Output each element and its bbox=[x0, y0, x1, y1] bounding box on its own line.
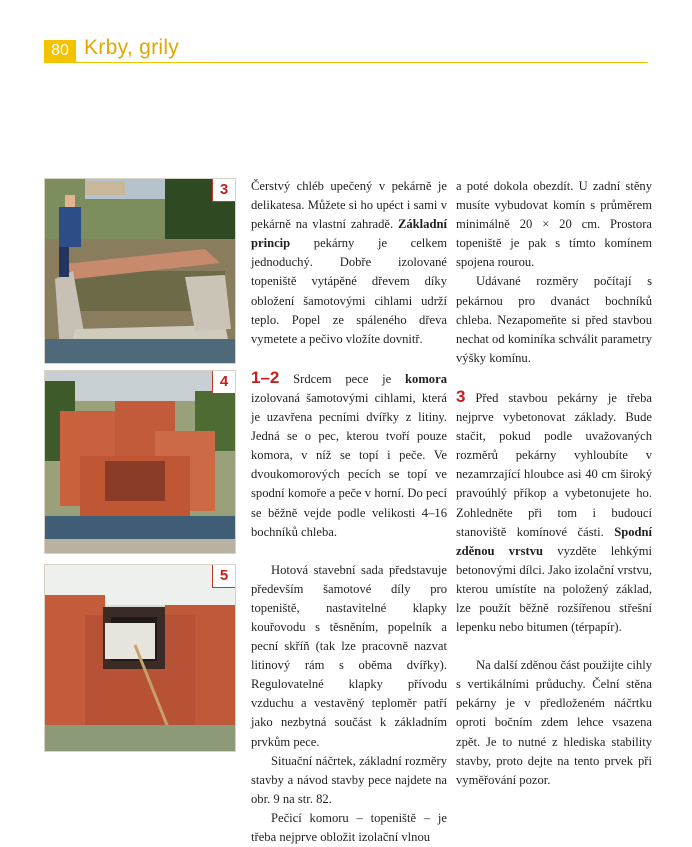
photo-reference-marker: 3 bbox=[456, 386, 466, 406]
paragraph: Hotová stavební sada představuje především šamotové díly pro topeniště, nastavitelné klapky kouřovodu s těsněním, popelník a pecní skříň (tak lze pracovně nazvat litinový rám s oběma dvířky). Regulovatelné klapky přívodu vzduchu a vestavěný teploměr patří jako nezbytná součást k základním prvkům pece. bbox=[251, 562, 447, 749]
text-span: pekárny je celkem jednoduchý. Dobře izolované topeniště vytápěné dřevem díky obložení šamotovými cihlami udrží teplo. Popel ze spáleného dřeva vymetete a pečivo vložíte dovnitř. bbox=[251, 236, 447, 346]
photo-number-badge: 5 bbox=[212, 565, 235, 588]
photo-4 bbox=[44, 370, 236, 554]
photo-oven-chamber-icon bbox=[45, 565, 235, 751]
text-span: vyzděte lehkými betonovými dílci. Jako izolační vrstvu, kterou umístíte na položený základ, lze použít běžně rozšířenou střešní lepenku nebo bitumen (térpapír). bbox=[456, 543, 653, 635]
paragraph: Pečicí komoru – topeniště – je třeba nejprve obložit izolační vlnou bbox=[251, 810, 447, 844]
bold-term: komora bbox=[405, 371, 447, 386]
bold-term: Spodní zděnou vrstvu bbox=[456, 524, 652, 558]
paragraph bbox=[251, 368, 447, 542]
paragraph bbox=[251, 177, 447, 349]
bold-term: Základní princip bbox=[251, 217, 447, 251]
photo-number-badge: 3 bbox=[212, 179, 235, 202]
text-span: Před stavbou pekárny je třeba nejprve vybetonovat základy. Bude stačit, pokud podle uvažovaných rozměrů pekárny vyhloubíte v nezamrzající hloubce asi 40 cm široký pravoúhlý příkop a vybetonujete ho. Zohledněte při tom i budoucí stanoviště komínové části. bbox=[456, 390, 652, 539]
text-span: Srdcem pece je bbox=[279, 371, 406, 386]
photo-number-badge: 4 bbox=[212, 371, 235, 394]
header-rule bbox=[44, 62, 648, 63]
photo-foundation-workers-icon bbox=[45, 179, 235, 363]
photo-5 bbox=[44, 564, 236, 752]
paragraph: a poté dokola obezdít. U zadní stěny musíte vybudovat komín s průměrem minimálně 20 × 20 cm. Prostora topeniště je pak s tímto komínem spojena rourou. bbox=[456, 179, 652, 270]
page-header bbox=[0, 0, 692, 64]
photo-3 bbox=[44, 178, 236, 364]
paragraph: Udávané rozměry počítají s pekárnou pro dvanáct bochníků chleba. Nezapomeňte si před stavbou nechat od kominíka schválit parametry výšky komínu. bbox=[456, 274, 652, 365]
photo-brick-walls-icon bbox=[45, 371, 235, 553]
chapter-title: Krby, grily bbox=[84, 36, 180, 59]
page-number: 80 bbox=[44, 40, 76, 62]
text-column-2 bbox=[456, 177, 652, 790]
text-column-1 bbox=[251, 177, 447, 847]
paragraph: Situační náčrtek, základní rozměry stavby a návod stavby pece najdete na obr. 9 na str. 82. bbox=[251, 753, 447, 806]
text-span: izolovaná šamotovými cihlami, která je uzavřena pecními dvířky z litiny. Jedná se o pec, kterou tvoří pouze komora, v níž se topí i peče. Ve dvoukomorových pecích se topí ve spodní komoře a peče v horní. Do pecí se běžně vejde podle velikosti 4–16 bochníků chleba. bbox=[251, 390, 447, 539]
paragraph: Na další zděnou část použijte cihly s vertikálními průduchy. Čelní stěna pekárny je v předloženém náčrtku oproti bočním zdem lehce vsazena zpět. Je to nutné z hlediska stability stavby, proto dejte na tento prvek při vyměřování pozor. bbox=[456, 658, 652, 787]
photo-reference-marker: 1–2 bbox=[251, 367, 280, 387]
text-span: Čerstvý chléb upečený v pekárně je delikatesa. Můžete si ho upéct i sami v pekárně na vlastní zahradě. bbox=[251, 179, 447, 232]
paragraph bbox=[456, 387, 652, 637]
